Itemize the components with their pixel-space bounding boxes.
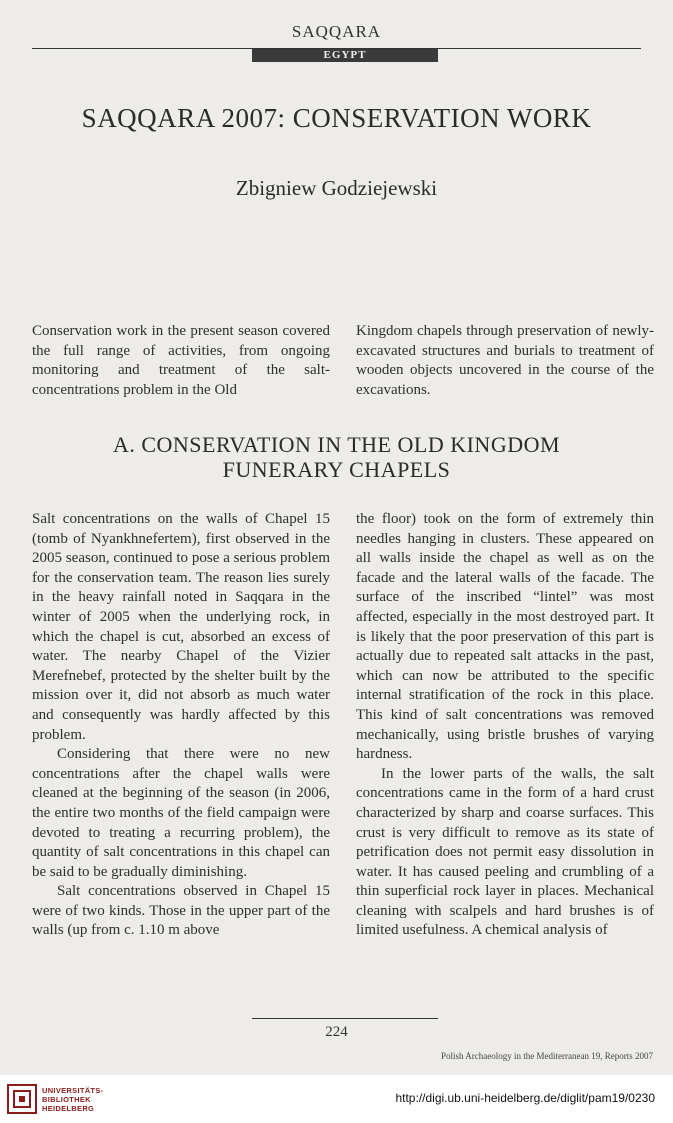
paragraph: In the lower parts of the walls, the salt concentrations came in the form of a hard crust characterized by sharp and coarse surfaces. This crust is very difficult to remove as its state of petrification does not permit easy dissolution in water. It has caused peeling and crumbling of a thin superficial rock layer in places. Mechanical cleaning with scalpels and hard brushes is of limited usefulness. A chemical analysis of bbox=[356, 765, 654, 939]
paragraph: Salt concentrations observed in Chapel 15 were of two kinds. Those in the upper part of the walls (up from c. 1.10 m above bbox=[32, 883, 330, 939]
source-url-link[interactable]: http://digi.ub.uni-heidelberg.de/diglit/pam19/0230 bbox=[395, 1091, 655, 1105]
library-name-line: UNIVERSITÄTS- bbox=[42, 1086, 104, 1095]
section-heading bbox=[0, 432, 673, 482]
intro-left-column bbox=[32, 322, 330, 400]
section-heading-line1: A. CONSERVATION IN THE OLD KINGDOM bbox=[112, 432, 561, 457]
intro-right-text: Kingdom chapels through preservation of newly-excavated structures and burials to treatment of wooden objects uncovered in the course of the excavations. bbox=[356, 323, 654, 398]
body-left-column bbox=[32, 510, 330, 941]
intro-left-text: Conservation work in the present season covered the full range of activities, from ongoing monitoring and treatment of the salt-concentrations problem in the Old bbox=[32, 323, 330, 398]
section-heading-line2: FUNERARY CHAPELS bbox=[222, 457, 451, 482]
page-number: 224 bbox=[325, 1024, 348, 1040]
article-title: SAQQARA 2007: CONSERVATION WORK bbox=[81, 103, 592, 133]
library-name-line: BIBLIOTHEK bbox=[42, 1095, 91, 1104]
intro-right-column bbox=[356, 322, 654, 400]
running-title: SAQQARA bbox=[291, 22, 382, 41]
library-name-line: HEIDELBERG bbox=[42, 1104, 95, 1113]
paragraph: the floor) took on the form of extremely thin needles hanging in clusters. These appeared on all walls inside the chapel as well as on the facade and the lateral walls of the facade. The surface of the inscribed “lintel” was most affected, especially in the most destroyed part. It is likely that the poor preservation of this part is actually due to repeated salt attacks in the past, which can now be attributed to the specific internal stratification of the rock in this place. This kind of salt concentrations was removed mechanically, using bristle brushes of varying hardness. bbox=[356, 511, 654, 763]
journal-citation: Polish Archaeology in the Mediterranean 19, Reports 2007 bbox=[441, 1051, 653, 1061]
country-band: EGYPT bbox=[252, 49, 438, 62]
article-author: Zbigniew Godziejewski bbox=[235, 176, 438, 200]
body-right-column bbox=[356, 510, 654, 941]
paragraph: Considering that there were no new concentrations after the chapel walls were cleaned at the beginning of the season (in 2006, the entire two months of the field campaign were devoted to treating a recurring problem), the quantity of salt concentrations in this chapel can be said to be gradually diminishing. bbox=[32, 746, 330, 880]
library-logo-icon bbox=[6, 1083, 38, 1115]
library-name bbox=[42, 1086, 103, 1113]
digitization-footer bbox=[0, 1075, 673, 1123]
footer-rule bbox=[252, 1018, 438, 1019]
paragraph: Salt concentrations on the walls of Chapel 15 (tomb of Nyankhnefertem), first observed in the 2005 season, continued to pose a serious problem for the conservation team. The reason lies surely in the heavy rainfall noted in Saqqara in the winter of 2005 when the underlying rock, in which the chapel is cut, absorbed an excess of water. The nearby Chapel of the Vizier Merefnebef, protected by the shelter built by the mission over it, did not absorb as much water and consequently was hardly affected by this problem. bbox=[32, 511, 330, 743]
